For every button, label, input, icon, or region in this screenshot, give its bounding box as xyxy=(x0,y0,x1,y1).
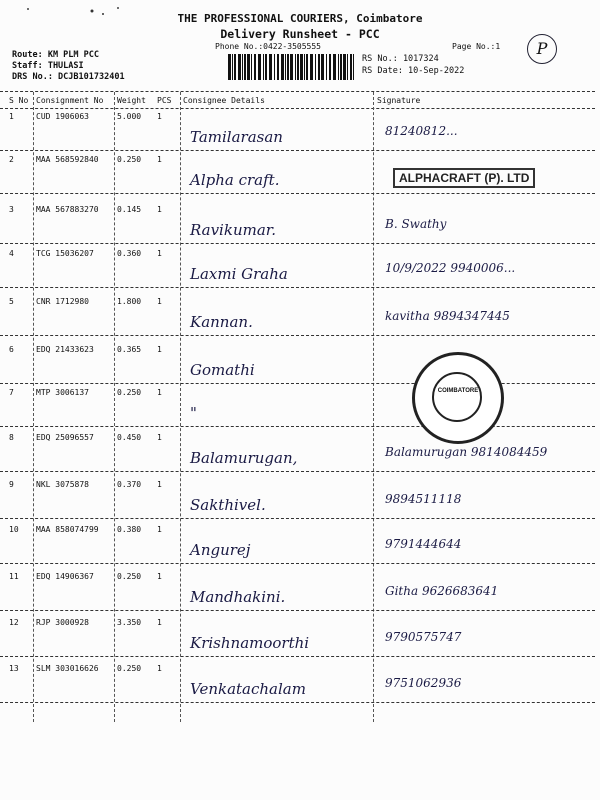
col-signature: Signature xyxy=(377,96,421,105)
scan-specks xyxy=(0,0,600,20)
row-weight: 0.145 xyxy=(117,205,142,214)
route-label: Route: KM PLM PCC xyxy=(12,50,99,60)
row-consignee-handwritten: Venkatachalam xyxy=(190,680,306,698)
row-consignee-handwritten: Sakthivel. xyxy=(190,496,266,514)
row-weight: 0.365 xyxy=(117,345,142,354)
row-sno: 12 xyxy=(9,618,19,627)
row-sno: 9 xyxy=(9,480,14,489)
row-pcs: 1 xyxy=(157,525,162,534)
row-pcs: 1 xyxy=(157,664,162,673)
row-pcs: 1 xyxy=(157,433,162,442)
row-consignee-handwritten: Ravikumar. xyxy=(190,221,277,239)
row-consignment-no: SLM 303016626 xyxy=(36,664,99,673)
row-weight: 0.450 xyxy=(117,433,142,442)
row-sno: 10 xyxy=(9,525,19,534)
row-signature-handwritten: 81240812... xyxy=(385,124,458,138)
row-consignee-handwritten: Laxmi Graha xyxy=(190,265,288,283)
row-pcs: 1 xyxy=(157,205,162,214)
row-pcs: 1 xyxy=(157,388,162,397)
row-signature-handwritten: 9790575747 xyxy=(385,630,462,644)
row-pcs: 1 xyxy=(157,249,162,258)
row-consignment-no: NKL 3075878 xyxy=(36,480,89,489)
row-consignment-no: EDQ 21433623 xyxy=(36,345,94,354)
row-weight: 3.350 xyxy=(117,618,142,627)
row-pcs: 1 xyxy=(157,155,162,164)
row-consignee-handwritten: Alpha craft. xyxy=(190,171,280,189)
alphacraft-stamp: ALPHACRAFT (P). LTD xyxy=(393,168,535,188)
row-sno: 6 xyxy=(9,345,14,354)
row-signature-handwritten: Githa 9626683641 xyxy=(385,584,499,598)
row-weight: 1.800 xyxy=(117,297,142,306)
row-consignee-handwritten: Mandhakini. xyxy=(190,588,286,606)
row-consignment-no: MAA 567883270 xyxy=(36,205,99,214)
page-number: Page No.:1 xyxy=(452,42,501,51)
company-name: THE PROFESSIONAL COURIERS, Coimbatore xyxy=(177,12,423,25)
document-title: Delivery Runsheet - PCC xyxy=(220,27,380,41)
page-mark-circle: P xyxy=(527,34,557,64)
row-signature-handwritten: 9751062936 xyxy=(385,676,462,690)
row-consignment-no: TCG 15036207 xyxy=(36,249,94,258)
drs-number: DRS No.: DCJB101732401 xyxy=(12,72,125,82)
row-consignee-handwritten: Tamilarasan xyxy=(190,128,283,146)
row-pcs: 1 xyxy=(157,345,162,354)
row-consignee-handwritten: Krishnamoorthi xyxy=(190,634,310,652)
row-pcs: 1 xyxy=(157,112,162,121)
row-consignment-no: EDQ 14906367 xyxy=(36,572,94,581)
row-consignee-handwritten: Kannan. xyxy=(190,313,253,331)
barcode xyxy=(228,54,354,80)
row-consignee-handwritten: " xyxy=(190,404,197,422)
row-consignment-no: MAA 858074799 xyxy=(36,525,99,534)
row-signature-handwritten: Balamurugan 9814084459 xyxy=(385,445,548,459)
row-sno: 13 xyxy=(9,664,19,673)
row-sno: 8 xyxy=(9,433,14,442)
row-sno: 11 xyxy=(9,572,19,581)
phone-number: Phone No.:0422-3505555 xyxy=(215,42,321,51)
col-weight: Weight xyxy=(117,96,146,105)
row-consignment-no: EDQ 25096557 xyxy=(36,433,94,442)
row-weight: 0.250 xyxy=(117,664,142,673)
row-sno: 3 xyxy=(9,205,14,214)
col-consignment: Consignment No xyxy=(36,96,104,105)
row-pcs: 1 xyxy=(157,297,162,306)
row-signature-handwritten: B. Swathy xyxy=(385,217,447,231)
row-consignment-no: RJP 3000928 xyxy=(36,618,89,627)
row-pcs: 1 xyxy=(157,618,162,627)
row-weight: 5.000 xyxy=(117,112,142,121)
row-weight: 0.380 xyxy=(117,525,142,534)
gomuki-seal: COIMBATORE xyxy=(412,352,504,444)
row-signature-handwritten: 10/9/2022 9940006... xyxy=(385,261,516,275)
row-signature-handwritten: 9894511118 xyxy=(385,492,462,506)
row-weight: 0.360 xyxy=(117,249,142,258)
row-sno: 2 xyxy=(9,155,14,164)
row-pcs: 1 xyxy=(157,572,162,581)
row-pcs: 1 xyxy=(157,480,162,489)
col-pcs: PCS xyxy=(157,96,172,105)
row-signature-handwritten: kavitha 9894347445 xyxy=(385,309,510,323)
col-consignee: Consignee Details xyxy=(183,96,265,105)
row-weight: 0.250 xyxy=(117,572,142,581)
row-consignee-handwritten: Gomathi xyxy=(190,361,255,379)
row-consignment-no: CUD 1906063 xyxy=(36,112,89,121)
row-signature-handwritten: 9791444644 xyxy=(385,537,462,551)
row-consignment-no: MAA 568592840 xyxy=(36,155,99,164)
row-sno: 1 xyxy=(9,112,14,121)
row-consignee-handwritten: Balamurugan, xyxy=(190,449,298,467)
col-sno: S No xyxy=(9,96,29,105)
row-weight: 0.250 xyxy=(117,388,142,397)
row-weight: 0.370 xyxy=(117,480,142,489)
row-consignee-handwritten: Angurej xyxy=(190,541,251,559)
rs-number: RS No.: 1017324 xyxy=(362,54,439,64)
staff-label: Staff: THULASI xyxy=(12,61,84,71)
row-consignment-no: CNR 1712980 xyxy=(36,297,89,306)
row-consignment-no: MTP 3006137 xyxy=(36,388,89,397)
row-sno: 7 xyxy=(9,388,14,397)
row-sno: 5 xyxy=(9,297,14,306)
row-weight: 0.250 xyxy=(117,155,142,164)
rs-date: RS Date: 10-Sep-2022 xyxy=(362,66,465,76)
row-sno: 4 xyxy=(9,249,14,258)
